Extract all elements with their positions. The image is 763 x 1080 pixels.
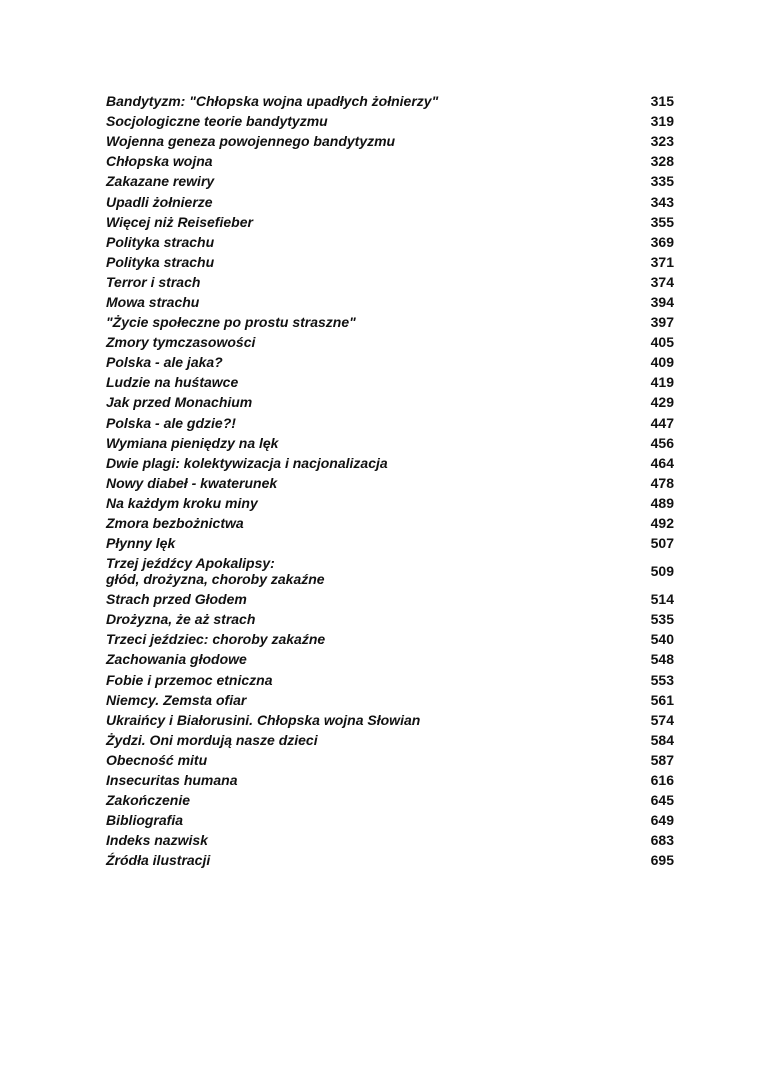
toc-entry-page-number: 429 — [650, 394, 674, 411]
toc-entry-title-text: Socjologiczne teorie bandytyzmu — [106, 113, 328, 130]
toc-entry — [106, 830, 674, 850]
toc-entry-title-text: Bandytyzm: "Chłopska wojna upadłych żołnierzy" — [106, 93, 439, 110]
toc-entry-title — [106, 133, 395, 149]
toc-entry-page-number: 464 — [650, 454, 674, 471]
toc-entry-title — [106, 394, 252, 410]
toc-entry — [106, 352, 674, 372]
toc-entry-title-text: Więcej niż Reisefieber — [106, 213, 253, 230]
toc-entry — [106, 670, 674, 690]
toc-entry-page-number: 535 — [650, 611, 674, 628]
toc-entry — [106, 111, 674, 131]
toc-entry-page-number: 548 — [650, 651, 674, 668]
toc-entry-title-text: Upadli żołnierze — [106, 193, 213, 210]
toc-entry-title — [106, 254, 214, 270]
toc-entry-title — [106, 455, 388, 471]
toc-entry — [106, 252, 674, 272]
toc-entry-title — [106, 294, 199, 310]
toc-entry — [106, 232, 674, 252]
toc-entry-title — [106, 772, 238, 788]
toc-entry-title — [106, 214, 253, 230]
toc-entry-title — [106, 173, 214, 189]
toc-entry — [106, 850, 674, 870]
toc-entry-title-text: Bibliografia — [106, 812, 184, 829]
toc-entry-title-text: Ukraińcy i Białorusini. Chłopska wojna Słowian — [106, 711, 421, 728]
toc-entry-page-number: 335 — [650, 173, 674, 190]
toc-entry-title-text: Na każdym kroku miny — [106, 494, 258, 511]
toc-entry-title-text: Obecność mitu — [106, 751, 208, 768]
toc-entry-page-number: 507 — [650, 535, 674, 552]
toc-entry — [106, 649, 674, 669]
toc-entry — [106, 690, 674, 710]
toc-entry-title — [106, 852, 210, 868]
toc-entry-title-text: Chłopska wojna — [106, 153, 213, 170]
toc-entry-title — [106, 93, 438, 109]
toc-entry-title — [106, 113, 328, 129]
toc-entry-page-number: 574 — [650, 711, 674, 728]
toc-entry-title — [106, 475, 277, 491]
toc-entry-page-number: 553 — [650, 671, 674, 688]
toc-entry-title — [106, 832, 208, 848]
toc-entry-title — [106, 812, 183, 828]
toc-entry-title-text: Zmora bezbożnictwa — [106, 515, 244, 532]
toc-entry-page-number: 587 — [650, 751, 674, 768]
toc-entry-title-text: Płynny lęk — [106, 535, 176, 552]
toc-entry-page-number: 343 — [650, 193, 674, 210]
toc-entry-title — [106, 314, 356, 330]
toc-entry-title-text: Fobie i przemoc etniczna — [106, 671, 273, 688]
toc-entry-title-text: Zakazane rewiry — [106, 173, 215, 190]
toc-entry-title-text: "Życie społeczne po prostu straszne" — [106, 314, 356, 331]
toc-entry — [106, 730, 674, 750]
toc-entry-title — [106, 535, 175, 551]
toc-entry — [106, 413, 674, 433]
toc-entry-title-text: Jak przed Monachium — [106, 394, 253, 411]
toc-entry-title-text: Polityka strachu — [106, 253, 215, 270]
toc-entry-title-text: Zachowania głodowe — [106, 651, 247, 668]
toc-entry-title — [106, 692, 246, 708]
toc-entry-page-number: 645 — [650, 792, 674, 809]
toc-entry-title-text: Wojenna geneza powojennego bandytyzmu — [106, 133, 396, 150]
toc-entry-title — [106, 712, 420, 728]
toc-entry-page-number: 616 — [650, 772, 674, 789]
toc-entry-title — [106, 591, 247, 607]
toc-entry-title-text: Mowa strachu — [106, 293, 200, 310]
toc-entry-title-text: Dwie plagi: kolektywizacja i nacjonalizacja — [106, 454, 388, 471]
toc-entry-title-text: Źródła ilustracji — [106, 852, 211, 869]
toc-entry-title-text: Trzej jeźdźcy Apokalipsy: — [106, 555, 275, 572]
toc-entry-title-text: Drożyzna, że aż strach — [106, 611, 256, 628]
toc-entry-page-number: 695 — [650, 852, 674, 869]
toc-entry-page-number: 649 — [650, 812, 674, 829]
toc-entry-page-number: 374 — [650, 273, 674, 290]
toc-entry-title — [106, 274, 200, 290]
toc-entry-title-text: Insecuritas humana — [106, 772, 238, 789]
toc-entry-title-text: Żydzi. Oni mordują nasze dzieci — [106, 731, 318, 748]
toc-entry-title — [106, 611, 255, 627]
toc-entry — [106, 433, 674, 453]
toc-entry — [106, 609, 674, 629]
toc-entry-title — [106, 792, 190, 808]
toc-entry-page-number: 328 — [650, 153, 674, 170]
toc-entry-page-number: 509 — [650, 563, 674, 580]
toc-entry — [106, 171, 674, 191]
toc-entry-page-number: 492 — [650, 515, 674, 532]
toc-entry-page-number: 405 — [650, 334, 674, 351]
toc-entry-title-text: Wymiana pieniędzy na lęk — [106, 434, 279, 451]
toc-entry-title-text: Polityka strachu — [106, 233, 215, 250]
toc-entry-title — [106, 435, 278, 451]
toc-entry-title — [106, 374, 238, 390]
toc-entry-title — [106, 234, 214, 250]
toc-entry-page-number: 394 — [650, 293, 674, 310]
toc-entry-title-text: Ludzie na huśtawce — [106, 374, 239, 391]
toc-entry — [106, 710, 674, 730]
toc-entry — [106, 292, 674, 312]
toc-entry-page-number: 447 — [650, 414, 674, 431]
toc-entry-title — [106, 515, 244, 531]
toc-entry — [106, 589, 674, 609]
toc-entry-title-text: Polska - ale jaka? — [106, 354, 223, 371]
toc-entry — [106, 453, 674, 473]
toc-entry — [106, 513, 674, 533]
toc-entry — [106, 191, 674, 211]
toc-entry — [106, 533, 674, 553]
toc-entry-page-number: 409 — [650, 354, 674, 371]
toc-entry-title-text: Polska - ale gdzie?! — [106, 414, 236, 431]
toc-entry-title-text: Zmory tymczasowości — [106, 334, 256, 351]
toc-entry — [106, 91, 674, 111]
toc-entry-title — [106, 752, 207, 768]
toc-entry-title — [106, 672, 272, 688]
toc-entry — [106, 272, 674, 292]
toc-entry-page-number: 397 — [650, 314, 674, 331]
toc-entry-title — [106, 194, 213, 210]
toc-entry-title-continuation: głód, drożyzna, choroby zakaźne — [106, 571, 325, 588]
toc-entry-page-number: 489 — [650, 494, 674, 511]
toc-entry-title — [106, 153, 213, 169]
toc-entry-page-number: 315 — [650, 93, 674, 110]
table-of-contents — [106, 91, 674, 870]
toc-entry-title-text: Terror i strach — [106, 273, 201, 290]
toc-entry-page-number: 514 — [650, 591, 674, 608]
toc-entry — [106, 473, 674, 493]
toc-entry-title — [106, 495, 258, 511]
toc-entry-title — [106, 651, 247, 667]
toc-entry-title-text: Strach przed Głodem — [106, 591, 247, 608]
toc-entry-page-number: 319 — [650, 113, 674, 130]
toc-entry-title — [106, 732, 318, 748]
toc-entry-title — [106, 555, 325, 587]
toc-entry — [106, 770, 674, 790]
toc-entry-title-text: Trzeci jeździec: choroby zakaźne — [106, 631, 326, 648]
toc-entry — [106, 493, 674, 513]
toc-entry-page-number: 369 — [650, 233, 674, 250]
toc-entry-page-number: 355 — [650, 213, 674, 230]
toc-entry — [106, 553, 674, 589]
toc-entry-page-number: 456 — [650, 434, 674, 451]
toc-entry — [106, 131, 674, 151]
toc-entry-page-number: 371 — [650, 253, 674, 270]
toc-entry-page-number: 584 — [650, 731, 674, 748]
toc-entry — [106, 810, 674, 830]
toc-entry — [106, 372, 674, 392]
toc-entry-page-number: 683 — [650, 832, 674, 849]
toc-entry-page-number: 478 — [650, 474, 674, 491]
toc-entry-title — [106, 415, 236, 431]
toc-entry — [106, 212, 674, 232]
toc-entry — [106, 392, 674, 412]
toc-entry — [106, 790, 674, 810]
toc-entry — [106, 629, 674, 649]
toc-entry-title — [106, 354, 223, 370]
toc-entry — [106, 312, 674, 332]
toc-entry-title — [106, 334, 255, 350]
toc-entry — [106, 151, 674, 171]
toc-entry-title-text: Niemcy. Zemsta ofiar — [106, 691, 247, 708]
toc-entry-page-number: 540 — [650, 631, 674, 648]
toc-entry — [106, 750, 674, 770]
toc-entry-page-number: 323 — [650, 133, 674, 150]
toc-entry — [106, 332, 674, 352]
toc-entry-page-number: 419 — [650, 374, 674, 391]
toc-entry-title — [106, 631, 325, 647]
toc-entry-title-text: Indeks nazwisk — [106, 832, 208, 849]
toc-entry-title-text: Nowy diabeł - kwaterunek — [106, 474, 278, 491]
toc-entry-title-text: Zakończenie — [106, 792, 191, 809]
toc-entry-page-number: 561 — [650, 691, 674, 708]
